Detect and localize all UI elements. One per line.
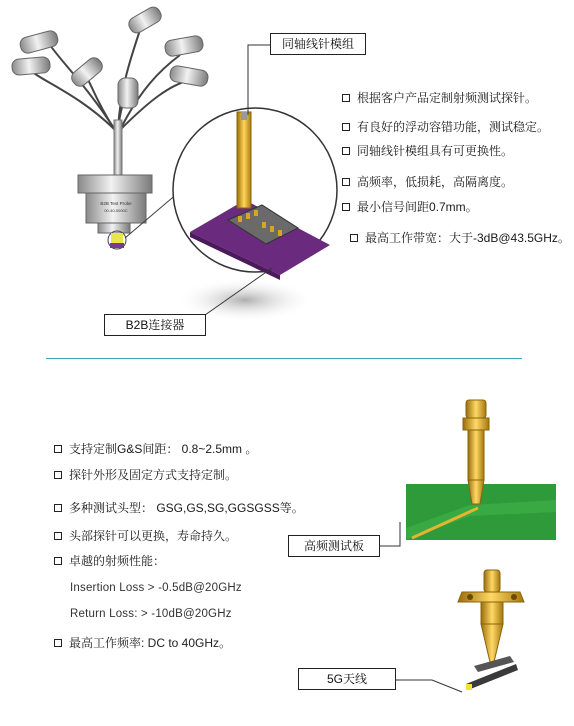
top-feature-item: 高频率，低损耗，高隔离度。	[342, 173, 513, 190]
top-feature-item: 同轴线针模组具有可更换性。	[342, 142, 513, 159]
top-feature-item: 有良好的浮动容错功能，测试稳定。	[342, 118, 549, 135]
antenna-callout	[298, 668, 396, 690]
coax-module-callout-text: 同轴线针模组	[281, 37, 354, 51]
max-frequency-item: 最高工作频率: DC to 40GHz。	[54, 634, 231, 651]
checkbox-square-icon	[54, 471, 62, 479]
top-feature-item: 最高工作带宽：大于-3dB@43.5GHz。	[350, 229, 570, 246]
bottom-feature-item: 探针外形及固定方式支持定制。	[54, 466, 237, 483]
return-loss-text: Return Loss: > -10dB@20GHz	[70, 608, 232, 620]
checkbox-square-icon	[54, 639, 62, 647]
checkbox-square-icon	[54, 445, 62, 453]
bottom-feature-item: 卓越的射频性能：	[54, 552, 165, 569]
bottom-feature-item: 支持定制G&S间距： 0.8~2.5mm 。	[54, 440, 257, 457]
probe-code: 00-40-0000C	[104, 208, 128, 213]
test-board-callout	[288, 535, 380, 557]
test-board-callout-text: 高频测试板	[303, 539, 364, 553]
top-feature-item: 根据客户产品定制射频测试探针。	[342, 89, 537, 106]
bottom-feature-item: 头部探针可以更换，寿命持久。	[54, 527, 237, 544]
top-feature-item: 最小信号间距0.7mm。	[342, 198, 478, 215]
antenna-callout-text: 5G天线	[326, 672, 367, 686]
insertion-loss-text: Insertion Loss > -0.5dB@20GHz	[70, 582, 242, 594]
probe-label: B2B Test Probe	[100, 201, 132, 206]
b2b-connector-callout-text: B2B连接器	[125, 318, 185, 332]
bottom-feature-item: 多种测试头型： GSG,GS,SG,GGSGSS等。	[54, 499, 304, 516]
checkbox-square-icon	[54, 532, 62, 540]
checkbox-square-icon	[54, 557, 62, 565]
checkbox-square-icon	[54, 504, 62, 512]
